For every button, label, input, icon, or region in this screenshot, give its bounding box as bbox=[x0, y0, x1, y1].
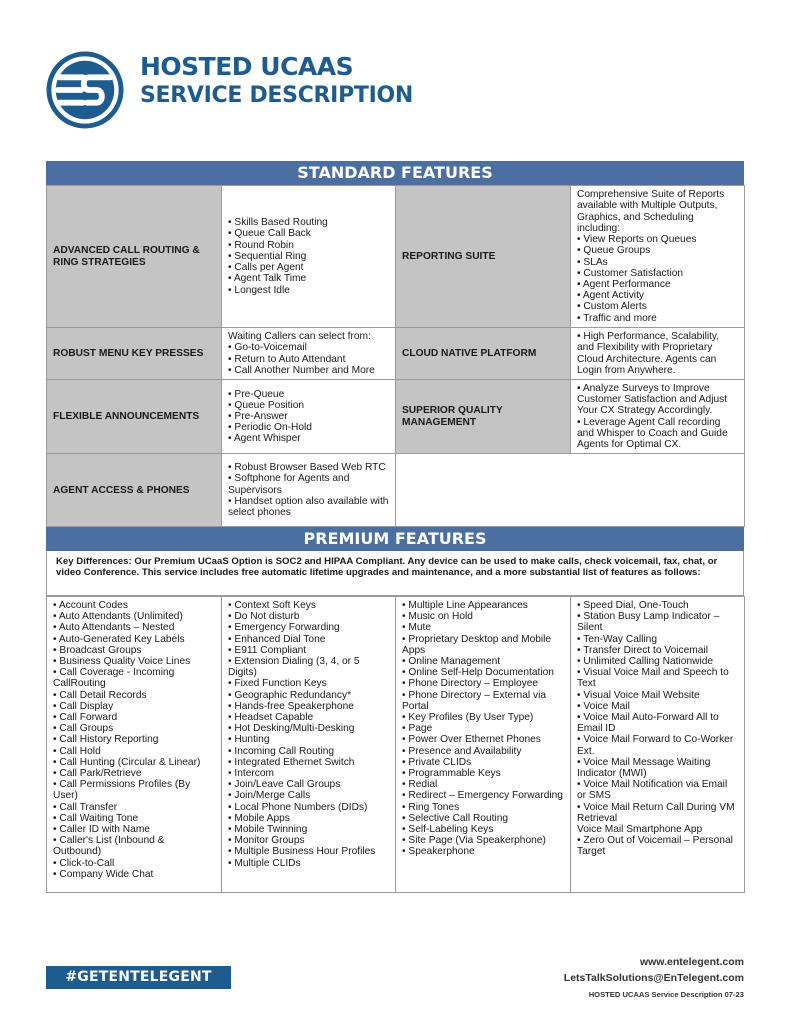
list-item: • Speed Dial, One-Touch bbox=[577, 600, 689, 611]
list-item: • Call Hold bbox=[53, 745, 101, 757]
feature-label: ROBUST MENU KEY PRESSES bbox=[47, 328, 222, 380]
list-item: • Programmable Keys bbox=[402, 768, 501, 780]
title-line-1: HOSTED UCAAS bbox=[140, 52, 354, 81]
list-item: • Headset Capable bbox=[228, 712, 314, 724]
list-item: • Power Over Ethernet Phones bbox=[402, 734, 541, 746]
list-item: • Multiple Line Appearances bbox=[402, 600, 528, 611]
list-item: • Presence and Availability bbox=[402, 745, 522, 757]
list-item: • Business Quality Voice Lines bbox=[53, 656, 191, 668]
feature-label: CLOUD NATIVE PLATFORM bbox=[396, 328, 571, 380]
list-item: • Auto-Generated Key Labels bbox=[53, 633, 185, 645]
list-item: Voice Mail Smartphone App bbox=[577, 824, 703, 836]
list-item: • Hunting bbox=[228, 734, 270, 746]
list-item: • Call Display bbox=[53, 700, 114, 712]
list-item: • Visual Voice Mail and Speech to Text bbox=[577, 667, 729, 690]
list-item: • E911 Compliant bbox=[228, 644, 307, 656]
feature-details: Waiting Callers can select from: • Go-to-Voicemail • Return to Auto Attendant • Call Another Number and More bbox=[222, 328, 396, 380]
standard-row bbox=[47, 380, 745, 454]
list-item: • Station Busy Lamp Indicator – Silent bbox=[577, 611, 720, 634]
list-item: • Voice Mail Return Call During VM Retrieval bbox=[577, 801, 735, 824]
standard-features-table bbox=[46, 185, 745, 527]
list-item: • Broadcast Groups bbox=[53, 644, 142, 656]
premium-column bbox=[222, 597, 396, 893]
list-item: • Intercom bbox=[228, 768, 275, 780]
list-item: • Emergency Forwarding bbox=[228, 622, 340, 634]
list-item: • Call Groups bbox=[53, 723, 114, 735]
list-item: • Self-Labeling Keys bbox=[402, 824, 494, 836]
feature-label: ADVANCED CALL ROUTING & RING STRATEGIES bbox=[47, 186, 222, 328]
feature-label: REPORTING SUITE bbox=[396, 186, 571, 328]
list-item: • Zero Out of Voicemail – Personal Target bbox=[577, 835, 733, 858]
list-item: • Speakerphone bbox=[402, 846, 475, 858]
list-item: • Call History Reporting bbox=[53, 734, 159, 746]
feature-label: AGENT ACCESS & PHONES bbox=[47, 454, 222, 527]
list-item: • Mobile Twinning bbox=[228, 824, 308, 836]
list-item: • Hands-free Speakerphone bbox=[228, 700, 354, 712]
standard-row bbox=[47, 328, 745, 380]
title-line-2: SERVICE DESCRIPTION bbox=[140, 83, 413, 108]
list-item: • Call Hunting (Circular & Linear) bbox=[53, 756, 201, 768]
premium-features-heading: PREMIUM FEATURES bbox=[46, 527, 744, 551]
list-item: • Integrated Ethernet Switch bbox=[228, 756, 355, 768]
list-item: • Site Page (Via Speakerphone) bbox=[402, 835, 546, 847]
feature-details: Comprehensive Suite of Reports available with Multiple Outputs, Graphics, and Scheduling including: • View Reports on Queues • Queue Groups • SLAs • Customer Satisfaction • Agent Performance • Agent Activity • Custom Alerts • Traffic and more bbox=[571, 186, 745, 328]
list-item: • Hot Desking/Multi-Desking bbox=[228, 723, 355, 735]
list-item: • Extension Dialing (3, 4, or 5 Digits) bbox=[228, 656, 360, 679]
list-item: • Selective Call Routing bbox=[402, 812, 509, 824]
feature-details: • High Performance, Scalability, and Flexibility with Proprietary Cloud Architecture. Agents can Login from Anywhere. bbox=[571, 328, 745, 380]
list-item: • Incoming Call Routing bbox=[228, 745, 335, 757]
list-item: • Caller ID with Name bbox=[53, 824, 150, 836]
list-item: • Do Not disturb bbox=[228, 611, 300, 623]
list-item: • Ring Tones bbox=[402, 801, 460, 813]
list-item: • Key Profiles (By User Type) bbox=[402, 712, 534, 724]
premium-intro: Key Differences: Our Premium UCaaS Option is SOC2 and HIPAA Compliant. Any device can be used to make calls, check voicemail, fax, chat, or video Conference. This service includes free automatic lifetime upgrades and maintenance, and a more substantial list of features as follows: bbox=[46, 551, 744, 596]
feature-details: • Analyze Surveys to Improve Customer Satisfaction and Adjust Your CX Strategy Accordingly. • Leverage Agent Call recording and Whisper to Coach and Guide Agents for Optimal CX. bbox=[571, 380, 745, 454]
list-item: • Transfer Direct to Voicemail bbox=[577, 644, 708, 656]
page-title bbox=[140, 54, 413, 107]
list-item: • Private CLIDs bbox=[402, 756, 472, 768]
list-item: • Online Management bbox=[402, 656, 501, 668]
list-item: • Voice Mail Notification via Email or SMS bbox=[577, 779, 728, 802]
empty-cell bbox=[396, 454, 745, 527]
list-item: • Voice Mail Forward to Co-Worker Ext. bbox=[577, 734, 734, 757]
list-item: • Call Detail Records bbox=[53, 689, 147, 701]
list-item: • Voice Mail bbox=[577, 700, 630, 712]
standard-row bbox=[47, 454, 745, 527]
list-item: • Join/Leave Call Groups bbox=[228, 779, 341, 791]
entelegent-logo bbox=[46, 51, 124, 129]
feature-label: FLEXIBLE ANNOUNCEMENTS bbox=[47, 380, 222, 454]
list-item: • Call Coverage - Incoming CallRouting bbox=[53, 667, 175, 690]
list-item: • Phone Directory – External via Portal bbox=[402, 689, 546, 712]
list-item: • Redial bbox=[402, 779, 438, 791]
list-item: • Unlimited Calling Nationwide bbox=[577, 656, 714, 668]
list-item: • Call Transfer bbox=[53, 801, 118, 813]
website-link[interactable]: www.entelegent.com bbox=[639, 956, 744, 968]
list-item: • Monitor Groups bbox=[228, 835, 305, 847]
premium-features-table bbox=[46, 596, 745, 893]
document-reference: HOSTED UCAAS Service Description 07-23 bbox=[588, 990, 744, 999]
standard-row bbox=[47, 186, 745, 328]
list-item: • Company Wide Chat bbox=[53, 868, 154, 880]
list-item: • Phone Directory – Employee bbox=[402, 678, 539, 690]
list-item: • Call Waiting Tone bbox=[53, 812, 139, 824]
list-item: • Mute bbox=[402, 622, 432, 634]
list-item: • Fixed Function Keys bbox=[228, 678, 327, 690]
list-item: • Visual Voice Mail Website bbox=[577, 689, 700, 701]
list-item: • Auto Attendants (Unlimited) bbox=[53, 611, 183, 623]
list-item: • Enhanced Dial Tone bbox=[228, 633, 326, 645]
list-item: • Auto Attendants – Nested bbox=[53, 622, 175, 634]
email-link[interactable]: LetsTalkSolutions@EnTelegent.com bbox=[563, 972, 744, 984]
list-item: • Click-to-Call bbox=[53, 857, 115, 869]
list-item: • Multiple Business Hour Profiles bbox=[228, 846, 376, 858]
list-item: • Context Soft Keys bbox=[228, 600, 316, 611]
premium-column bbox=[571, 597, 745, 893]
list-item: • Multiple CLIDs bbox=[228, 857, 301, 869]
list-item: • Call Forward bbox=[53, 712, 118, 724]
list-item: • Local Phone Numbers (DIDs) bbox=[228, 801, 368, 813]
list-item: • Redirect – Emergency Forwarding bbox=[402, 790, 563, 802]
hashtag-banner: #GETENTELEGENT bbox=[46, 966, 231, 989]
list-item: • Proprietary Desktop and Mobile Apps bbox=[402, 633, 552, 656]
list-item: • Call Park/Retrieve bbox=[53, 768, 142, 780]
feature-details: • Skills Based Routing • Queue Call Back • Round Robin • Sequential Ring • Calls per Agent • Agent Talk Time • Longest Idle bbox=[222, 186, 396, 328]
list-item: • Voice Mail Message Waiting Indicator (MWI) bbox=[577, 756, 711, 780]
premium-column bbox=[47, 597, 222, 893]
list-item: • Caller's List (Inbound & Outbound) bbox=[53, 835, 165, 858]
standard-features-heading: STANDARD FEATURES bbox=[46, 161, 744, 185]
list-item: • Join/Merge Calls bbox=[228, 790, 311, 802]
list-item: • Mobile Apps bbox=[228, 812, 290, 824]
feature-details: • Robust Browser Based Web RTC • Softphone for Agents and Supervisors • Handset option also available with select phones bbox=[222, 454, 396, 527]
list-item: • Page bbox=[402, 723, 433, 735]
feature-details: • Pre-Queue • Queue Position • Pre-Answer • Periodic On-Hold • Agent Whisper bbox=[222, 380, 396, 454]
premium-column bbox=[396, 597, 571, 893]
list-item: • Ten-Way Calling bbox=[577, 633, 658, 645]
list-item: • Account Codes bbox=[53, 600, 128, 611]
list-item: • Online Self-Help Documentation bbox=[402, 667, 554, 679]
list-item: • Music on Hold bbox=[402, 611, 473, 623]
list-item: • Geographic Redundancy* bbox=[228, 689, 352, 701]
list-item: • Voice Mail Auto-Forward All to Email ID bbox=[577, 712, 719, 735]
list-item: • Call Permissions Profiles (By User) bbox=[53, 779, 191, 802]
feature-label: SUPERIOR QUALITY MANAGEMENT bbox=[396, 380, 571, 454]
